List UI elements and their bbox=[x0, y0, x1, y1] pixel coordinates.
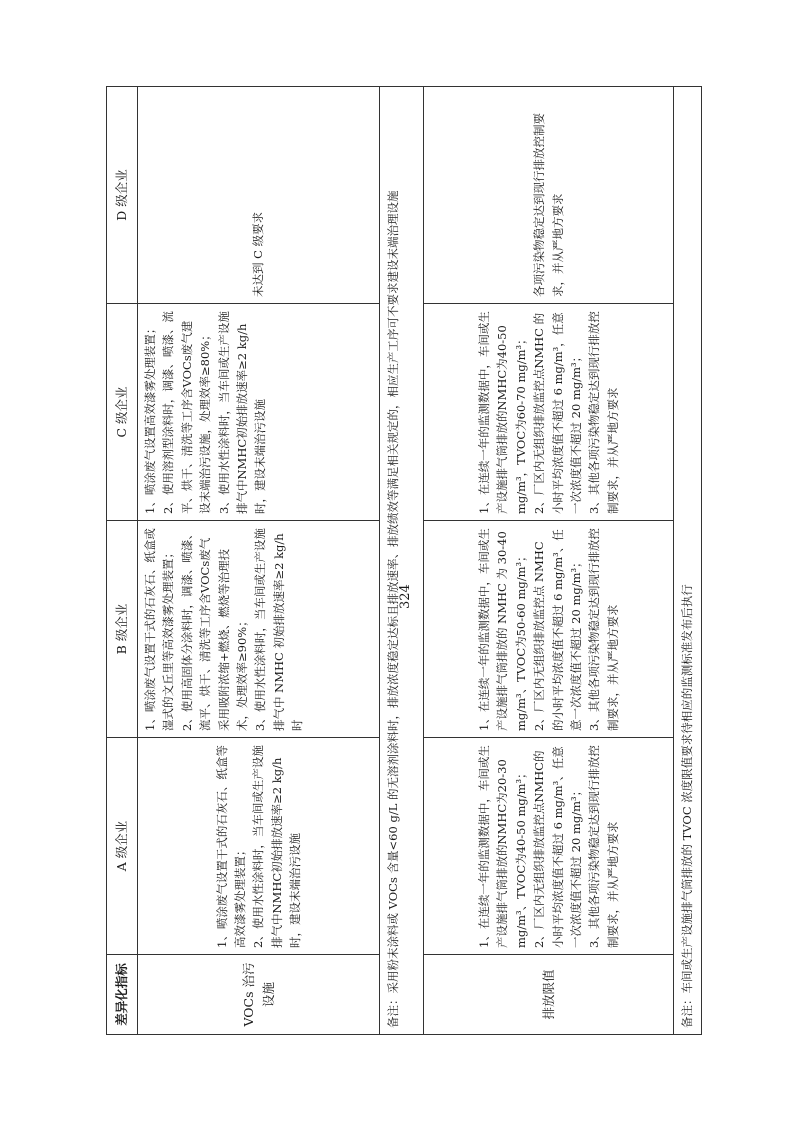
cell-vocs-d: 未达到 C 级要求 bbox=[138, 87, 380, 304]
header-grade-a: A 级企业 bbox=[107, 738, 138, 955]
header-grade-c: C 级企业 bbox=[107, 304, 138, 521]
cell-limits-c bbox=[424, 304, 674, 521]
cell-text: 1、在连续一年的监测数据中，车间或生产设施排气筒排放的NMHC为20-30 mg/m³、TVOC为40-50 mg/m³； bbox=[476, 745, 528, 948]
cell-vocs-b bbox=[138, 521, 380, 738]
cell-text: 2、使用溶剂型涂料时，调漆、喷漆、流平、烘干、清洗等工序含VOCs废气建设末端治污设施，处理效率≥80%； bbox=[161, 311, 213, 514]
header-grade-d: D 级企业 bbox=[107, 87, 138, 304]
cell-vocs-c bbox=[138, 304, 380, 521]
header-indicator: 差异化指标 bbox=[107, 955, 138, 1035]
cell-limits-d: 各项污染物稳定达到现行排放控制要求，并从严地方要求 bbox=[424, 87, 674, 304]
cell-limits-a bbox=[424, 738, 674, 955]
note-2: 备注：车间或生产设施排气筒排放的 TVOC 浓度限值要求待相应的监测标准发布后执行 bbox=[674, 87, 702, 1035]
note-1: 备注：采用粉末涂料或 VOCs 含量<60 g/L 的无溶剂涂料时，排放浓度稳定达标且排放速率、排放绩效等满足相关规定的，相应生产工序可不要求建设末端治理设施 bbox=[380, 87, 424, 1035]
page-number bbox=[398, 584, 418, 629]
cell-text: 3、使用水性涂料时，当车间或生产设施排气中 NMHC 初始排放速率≥2 kg/h 时 bbox=[253, 528, 305, 731]
cell-text: 2、使用高固体分涂料时，调漆、喷漆、流平、烘干、清洗等工序含VOCs废气采用吸附浓缩+燃烧、燃烧等治理技术，处理效率≥90%； bbox=[179, 528, 249, 731]
header-grade-b: B 级企业 bbox=[107, 521, 138, 738]
row-label-limits: 排放限值 bbox=[424, 955, 674, 1035]
grading-table bbox=[106, 86, 702, 1035]
note-row-2 bbox=[674, 87, 702, 1035]
cell-vocs-a bbox=[138, 738, 380, 955]
table-row-limits bbox=[424, 87, 674, 1035]
cell-text: 3、使用水性涂料时，当车间或生产设施排气中NMHC初始排放速率≥2 kg/h时，建设末端治污设施 bbox=[216, 311, 268, 514]
row-label-vocs: VOCs 治污设施 bbox=[138, 955, 380, 1035]
cell-text: 1、在连续一年的监测数据中，车间或生产设施排气筒排放的NMHC为40-50 mg/m³，TVOC为60-70 mg/m³； bbox=[476, 311, 528, 514]
cell-text: 2、厂区内无组织排放监控点NMHC 的小时平均浓度值不超过 6 mg/m³，任意一次浓度值不超过 20 mg/m³； bbox=[532, 312, 583, 514]
cell-text: 1、喷涂废气设置干式的石灰石、纸盒或湿式的文丘里等高效漆雾处理装置； bbox=[143, 528, 176, 731]
cell-text: 2、使用水性涂料时，当车间或生产设施排气中NMHC初始排放速率≥2 kg/h时，建设末端治污设施 bbox=[251, 745, 303, 948]
table-row-vocs bbox=[138, 87, 380, 1035]
cell-text: 3、其他各项污染物稳定达到现行排放控制要求，并从严地方要求 bbox=[587, 528, 620, 731]
cell-text: 1、喷涂废气设置高效漆雾处理装置； bbox=[143, 322, 157, 514]
cell-limits-b bbox=[424, 521, 674, 738]
cell-text: 1、在连续一年的监测数据中，车间或生产设施排气筒排放的 NMHC 为 30-40 mg/m³、TVOC为50-60 mg/m³； bbox=[476, 528, 528, 731]
note-row-1 bbox=[380, 87, 424, 1035]
rotated-table-page bbox=[106, 87, 696, 1035]
cell-text: 2、厂区内无组织排放监控点NMHC的小时平均浓度值不超过 6 mg/m³、任意一次浓度值不超过 20 mg/m³； bbox=[532, 746, 583, 948]
cell-text: 1、喷涂废气设置干式的石灰石、纸盒等高效漆雾处理装置； bbox=[214, 745, 247, 948]
header-row bbox=[107, 87, 138, 1035]
cell-text: 3、其他各项污染物稳定达到现行排放控制要求，并从严地方要求 bbox=[587, 745, 620, 948]
cell-text: 2、厂区内无组织排放监控点 NMHC 的小时平均浓度值不超过 6 mg/m³、任意一次浓度值不超过 20 mg/m³； bbox=[532, 529, 583, 731]
page-number-text: 324 bbox=[398, 584, 413, 609]
cell-text: 3、其他各项污染物稳定达到现行排放控制要求，并从严地方要求 bbox=[587, 311, 620, 514]
